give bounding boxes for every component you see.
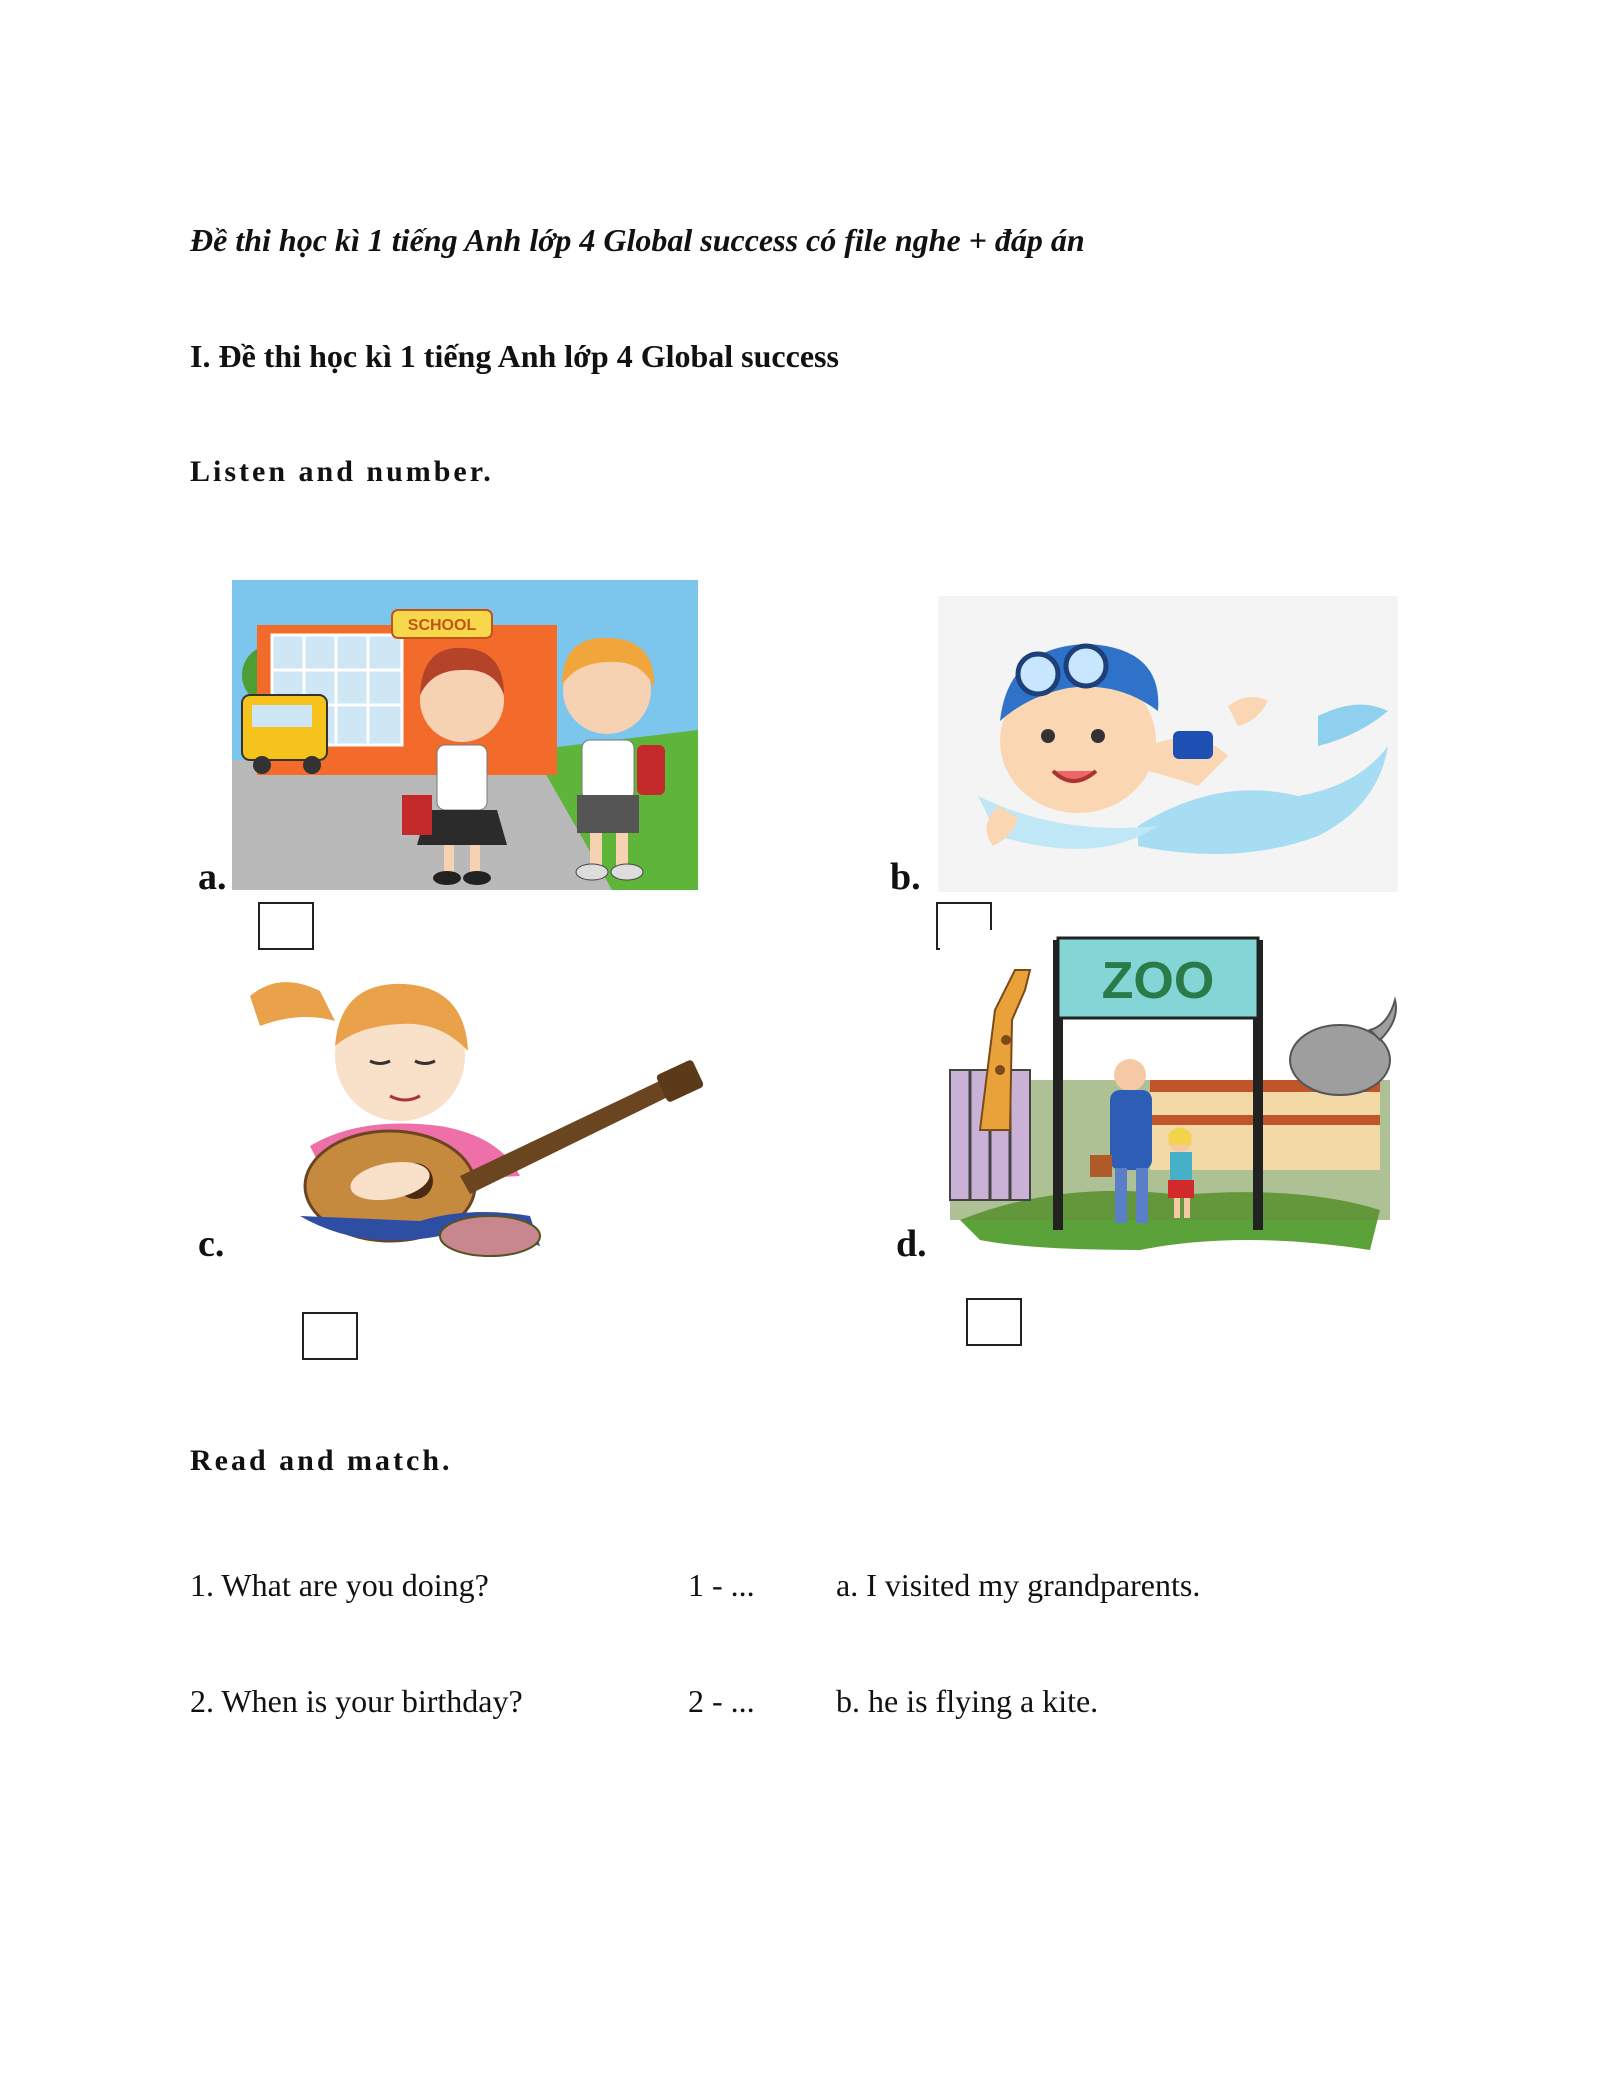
answer-option-a: a. I visited my grandparents. [836, 1567, 1201, 1603]
answer-blank-1[interactable]: 1 - ... [688, 1567, 755, 1603]
question-1: 1. What are you doing? [190, 1567, 489, 1603]
school-sign: SCHOOL [407, 617, 477, 634]
school-children-illustration [232, 580, 698, 890]
girl-guitar-illustration [240, 966, 710, 1261]
item-letter-d: d. [896, 1223, 927, 1265]
answer-option-b: b. he is flying a kite. [836, 1683, 1099, 1719]
answer-box-c[interactable] [302, 1312, 358, 1360]
document-title: Đề thi học kì 1 tiếng Anh lớp 4 Global success có file nghe + đáp án [190, 222, 1085, 258]
zoo-sign: ZOO [1101, 952, 1215, 1010]
section-heading: I. Đề thi học kì 1 tiếng Anh lớp 4 Global success [190, 338, 839, 374]
listen-instruction: Listen and number. [190, 455, 494, 488]
read-instruction: Read and match. [190, 1444, 453, 1477]
answer-box-d[interactable] [966, 1298, 1022, 1346]
item-letter-b: b. [890, 856, 921, 898]
item-letter-a: a. [198, 856, 227, 898]
answer-blank-2[interactable]: 2 - ... [688, 1683, 755, 1719]
question-2: 2. When is your birthday? [190, 1683, 523, 1719]
zoo-entrance-illustration [940, 930, 1400, 1260]
item-letter-c: c. [198, 1223, 225, 1265]
answer-box-a[interactable] [258, 902, 314, 950]
swimming-boy-illustration [938, 596, 1398, 892]
